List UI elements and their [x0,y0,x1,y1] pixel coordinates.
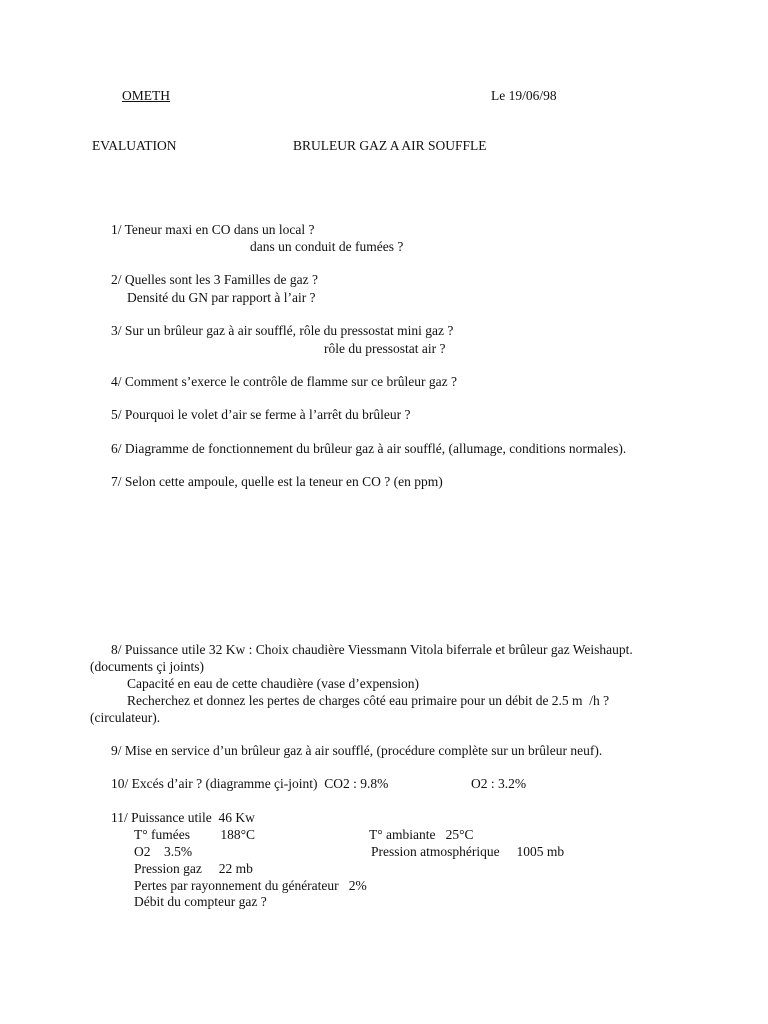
question-3-a: 3/ Sur un brûleur gaz à air soufflé, rôle du pressostat mini gaz ? [111,323,454,338]
question-8-b: (documents çi joints) [90,659,204,674]
question-1-b: dans un conduit de fumées ? [250,239,404,254]
question-1-a: 1/ Teneur maxi en CO dans un local ? [111,222,315,237]
question-11-debit: Débit du compteur gaz ? [134,894,267,909]
question-5: 5/ Pourquoi le volet d’air se ferme à l’arrêt du brûleur ? [111,407,411,422]
question-4: 4/ Comment s’exerce le contrôle de flamme sur ce brûleur gaz ? [111,374,457,389]
question-8-d: Recherchez et donnez les pertes de charges côté eau primaire pour un débit de 2.5 m /h ? [127,693,610,708]
header-doc-type: EVALUATION [92,138,177,153]
question-2-b: Densité du GN par rapport à l’air ? [127,290,316,305]
question-9: 9/ Mise en service d’un brûleur gaz à air soufflé, (procédure complète sur un brûleur neuf). [111,743,603,758]
question-11-patm: Pression atmosphérique 1005 mb [371,844,565,859]
question-6: 6/ Diagramme de fonctionnement du brûleur gaz à air soufflé, (allumage, conditions normales). [111,441,627,456]
question-3-b: rôle du pressostat air ? [324,341,446,356]
question-11-pertes: Pertes par rayonnement du générateur 2% [134,878,367,893]
question-8-a: 8/ Puissance utile 32 Kw : Choix chaudière Viessmann Vitola biferrale et brûleur gaz Weishaupt. [111,642,633,657]
question-7: 7/ Selon cette ampoule, quelle est la teneur en CO ? (en ppm) [111,474,443,489]
question-11-ambiante: T° ambiante 25°C [369,827,474,842]
header-subject: BRULEUR GAZ A AIR SOUFFLE [293,138,487,153]
question-10-b: O2 : 3.2% [471,776,527,791]
question-2-a: 2/ Quelles sont les 3 Familles de gaz ? [111,272,318,287]
header-date: Le 19/06/98 [491,88,557,103]
question-11-fumees: T° fumées 188°C [134,827,256,842]
question-8-c: Capacité en eau de cette chaudière (vase d’expension) [127,676,419,691]
question-10-a: 10/ Excés d’air ? (diagramme çi-joint) CO2 : 9.8% [111,776,389,791]
question-11-a: 11/ Puissance utile 46 Kw [111,810,255,825]
header-org: OMETH [122,88,170,103]
question-11-o2: O2 3.5% [134,844,193,859]
question-8-e: (circulateur). [90,710,161,725]
question-11-gaz: Pression gaz 22 mb [134,861,253,876]
